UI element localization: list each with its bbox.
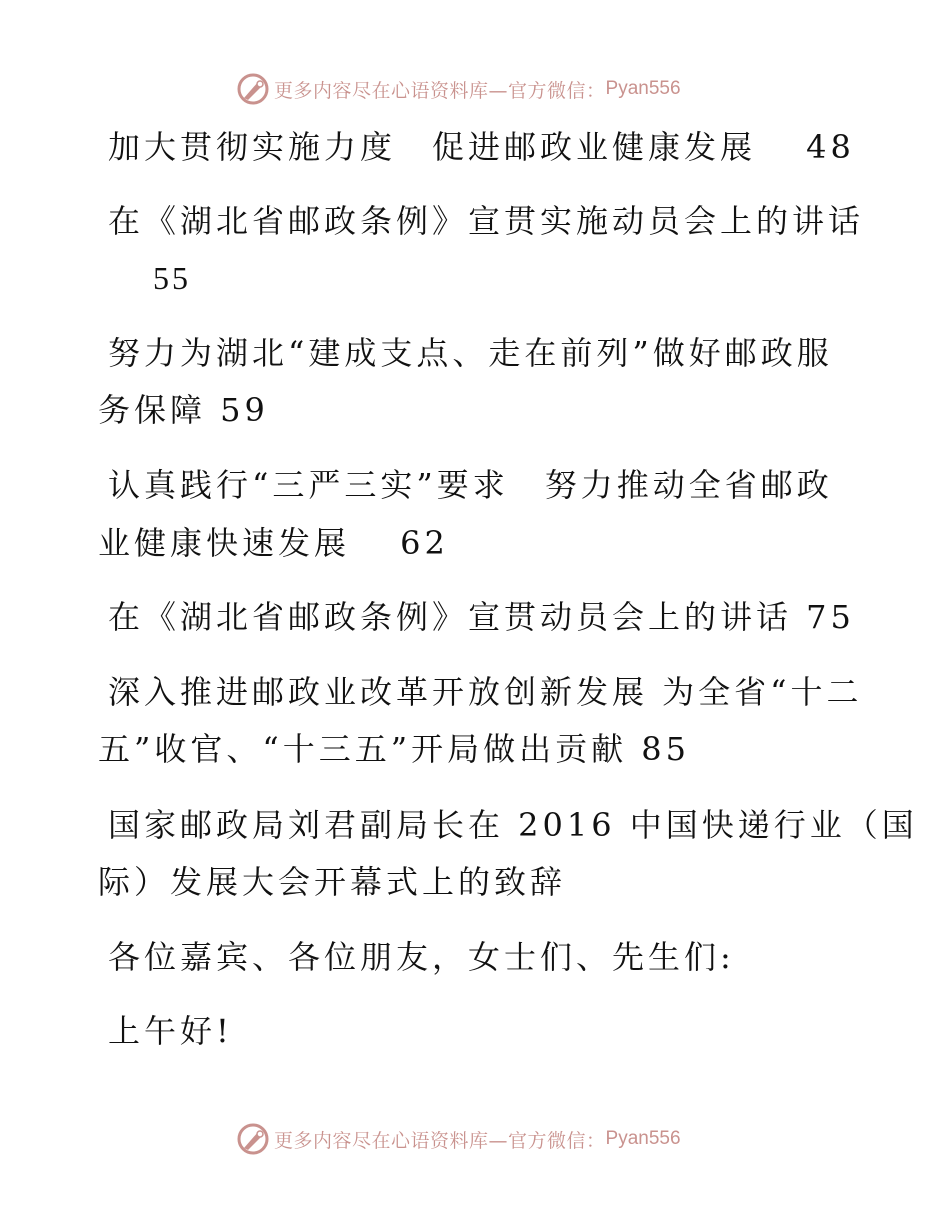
toc-line-1: 加大贯彻实施力度 促进邮政业健康发展 48 [108,128,855,166]
toc-line-6: 深入推进邮政业改革开放创新发展 为全省“十二 [108,673,863,711]
pen-logo-icon [236,1122,270,1156]
toc-line-3-cont: 务保障 59 [98,391,269,429]
section-title: 国家邮政局刘君副局长在 2016 中国快递行业（国 [108,806,918,844]
watermark-footer [236,1122,681,1156]
toc-line-4: 认真践行“三严三实”要求 努力推动全省邮政 [108,466,833,504]
toc-line-6-cont: 五”收官、“十三五”开局做出贡献 85 [98,730,690,768]
salutation: 各位嘉宾、各位朋友，女士们、先生们: [108,938,735,976]
toc-line-4-cont: 业健康快速发展 62 [98,524,449,562]
toc-line-3: 努力为湖北“建成支点、走在前列”做好邮政服 [108,334,833,372]
watermark-text: 更多内容尽在心语资料库—官方微信： [274,1129,606,1152]
toc-line-2-page: 55 [153,260,191,296]
watermark-wechat-id: Pyan556 [605,78,681,99]
section-title-cont: 际）发展大会开幕式上的致辞 [98,863,567,901]
watermark-text: 更多内容尽在心语资料库—官方微信： [274,79,606,102]
toc-line-2: 在《湖北省邮政条例》宣贯实施动员会上的讲话 [108,202,865,240]
greeting: 上午好! [108,1012,233,1050]
toc-line-5: 在《湖北省邮政条例》宣贯动员会上的讲话 75 [108,598,855,636]
watermark-wechat-id: Pyan556 [605,1128,681,1149]
